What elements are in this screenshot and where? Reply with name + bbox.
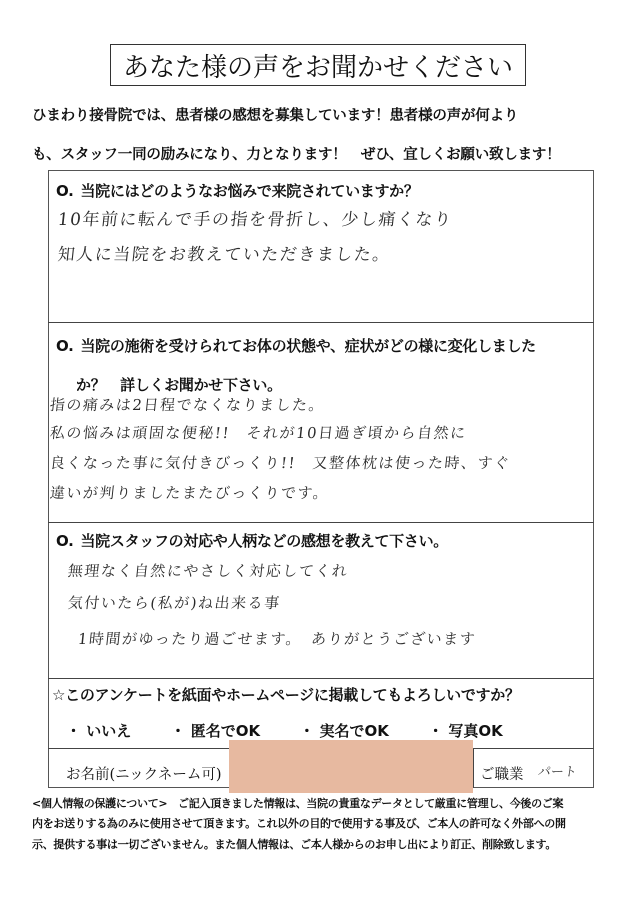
answer-3-line-3: 1時間がゆったり過ごせます。 ありがとうございます: [77, 630, 478, 648]
section-divider-2: [48, 522, 594, 523]
question-2-mark: O.: [56, 337, 74, 355]
name-field-redaction[interactable]: [229, 740, 473, 793]
consent-option-real-name-ok[interactable]: ・ 実名でOK: [299, 722, 389, 740]
privacy-notice-line-2: 内をお送りする為のみに使用させて頂きます。これ以外の目的で使用する事及び、ご本人の許可なく外部への開: [32, 817, 566, 830]
page-title: あなた様の声をお聞かせください: [110, 44, 526, 86]
question-3-text: 当院スタッフの対応や人柄などの感想を教えて下さい。: [80, 532, 448, 550]
question-2-line-2: か？ 詳しくお聞かせ下さい。: [76, 376, 282, 394]
privacy-notice-line-1: <個人情報の保護について> ご記入頂きました情報は、当院の貴重なデータとして厳重に管理し、今後のご案: [32, 797, 564, 810]
privacy-notice-line-3: 示、提供する事は一切ございません。また個人情報は、ご本人様からのお申し出により訂正、削除致します。: [32, 838, 557, 851]
answer-2-line-2: 私の悩みは頑固な便秘!! それが10日過ぎ頃から自然に: [49, 424, 468, 442]
question-1-mark: O.: [56, 182, 74, 200]
question-1: [56, 180, 419, 201]
consent-question: ☆このアンケートを紙面やホームページに掲載してもよろしいですか？: [52, 686, 520, 704]
answer-1-line-1: 10年前に転んで手の指を骨折し、少し痛くなり: [56, 210, 454, 230]
question-2: [56, 335, 536, 356]
section-divider-3: [48, 678, 594, 679]
consent-options: [66, 720, 537, 741]
question-3: [56, 530, 448, 551]
occupation-label: ご職業: [480, 767, 524, 783]
answer-3-line-1: 無理なく自然にやさしく対応してくれ: [67, 562, 350, 580]
name-job-divider: [473, 748, 474, 788]
intro-line-2: も、スタッフ一同の励みになり、力となります！ ぜひ、宜しくお願い致します！: [32, 147, 561, 163]
answer-2-line-3: 良くなった事に気付きびっくり!! 又整体枕は使った時、すぐ: [49, 454, 512, 472]
consent-option-photo-ok[interactable]: ・ 写真OK: [428, 722, 503, 740]
answer-3-line-2: 気付いたら(私が)ね出来る事: [67, 594, 282, 612]
section-divider-1: [48, 322, 594, 323]
question-2-text-line-1: 当院の施術を受けられてお体の状態や、症状がどの様に変化しました: [80, 337, 536, 355]
question-3-mark: O.: [56, 532, 74, 550]
consent-option-no[interactable]: ・ いいえ: [66, 722, 132, 740]
name-field-label: お名前(ニックネーム可): [66, 767, 222, 783]
occupation-value[interactable]: パート: [536, 765, 578, 780]
answer-1-line-2: 知人に当院をお教えていただきました。: [56, 245, 392, 265]
question-1-text: 当院にはどのようなお悩みで来院されていますか？: [80, 182, 419, 200]
answer-2-line-1: 指の痛みは2日程でなくなりました。: [49, 396, 326, 414]
answer-2-line-4: 違いが判りましたまたびっくりです。: [49, 484, 331, 502]
consent-option-anonymous-ok[interactable]: ・ 匿名でOK: [170, 722, 261, 740]
intro-line-1: ひまわり接骨院では、患者様の感想を募集しています！患者様の声が何より: [32, 108, 519, 124]
